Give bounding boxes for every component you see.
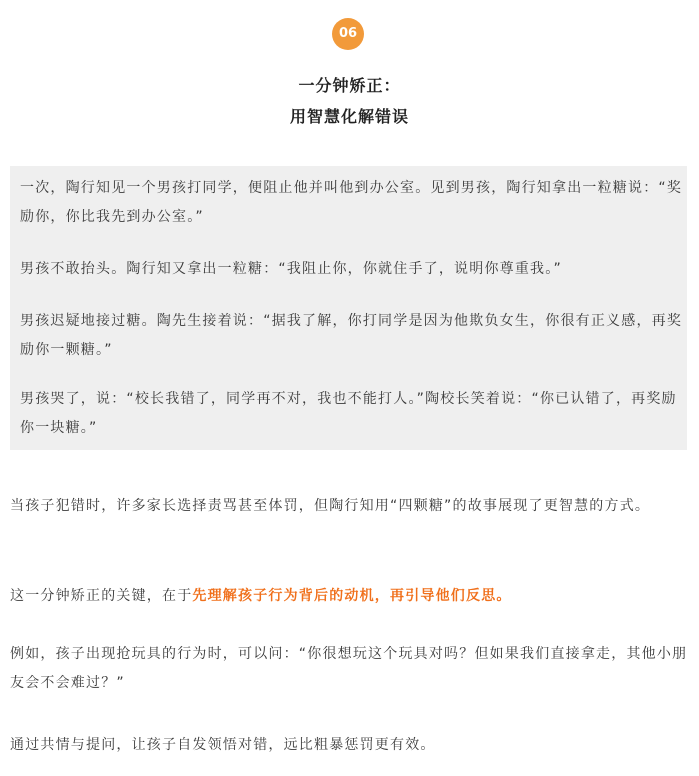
key-insight-highlight: 先理解孩子行为背后的动机，再引导他们反思。	[192, 588, 512, 604]
body-paragraph-2-prefix: 这一分钟矫正的关键，在于	[10, 588, 193, 604]
story-quote-box	[10, 166, 687, 450]
story-paragraph-4: 男孩哭了，说：“校长我错了，同学再不对，我也不能打人。”陶校长笑着说：“你已认错了，再奖励你一块糖。”	[20, 391, 677, 436]
story-paragraph-1: 一次，陶行知见一个男孩打同学，便阻止他并叫他到办公室。见到男孩，陶行知拿出一粒糖说：“奖励你，你比我先到办公室。”	[20, 180, 683, 225]
body-paragraph-1: 当孩子犯错时，许多家长选择责骂甚至体罚，但陶行知用“四颗糖”的故事展现了更智慧的方式。	[10, 498, 651, 514]
section-title-line-2: 用智慧化解错误	[289, 107, 409, 126]
section-number-badge: 06	[332, 18, 364, 50]
body-paragraph-2	[10, 582, 690, 611]
body-paragraph-4: 通过共情与提问，让孩子自发领悟对错，远比粗暴惩罚更有效。	[10, 737, 436, 753]
body-paragraph-3: 例如，孩子出现抢玩具的行为时，可以问：“你很想玩这个玩具对吗？但如果我们直接拿走，其他小朋友会不会难过？”	[10, 646, 688, 691]
story-paragraph-2: 男孩不敢抬头。陶行知又拿出一粒糖：“我阻止你，你就住手了，说明你尊重我。”	[20, 261, 562, 277]
story-paragraph-3: 男孩迟疑地接过糖。陶先生接着说：“据我了解，你打同学是因为他欺负女生，你很有正义感，再奖励你一颗糖。”	[20, 313, 683, 358]
section-title-line-1: 一分钟矫正：	[298, 76, 401, 95]
